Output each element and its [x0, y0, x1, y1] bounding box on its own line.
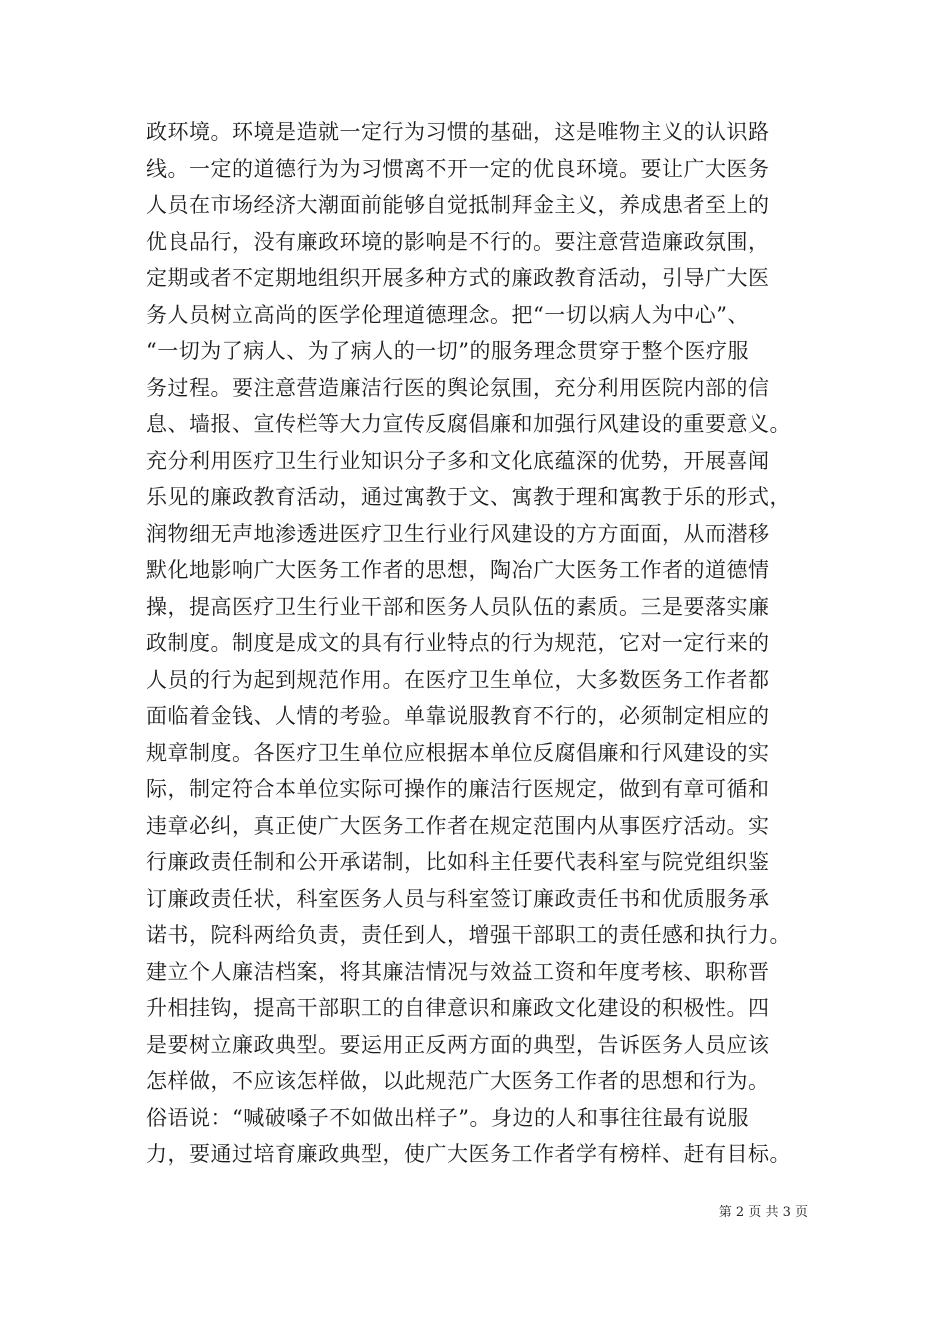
text-line: 充分利用医疗卫生行业知识分子多和文化底蕴深的优势，开展喜闻: [146, 448, 770, 473]
text-line: 操，提高医疗卫生行业干部和医务人员队伍的素质。三是要落实廉: [146, 594, 770, 619]
text-line: 优良品行，没有廉政环境的影响是不行的。要注意营造廉政氛围，: [146, 229, 770, 254]
text-line: 人员在市场经济大潮面前能够自觉抵制拜金主义，养成患者至上的: [146, 193, 770, 217]
text-line: 润物细无声地渗透进医疗卫生行业行风建设的方方面面，从而潜移: [146, 521, 770, 546]
text-line: 息、墙报、宣传栏等大力宣传反腐倡廉和加强行风建设的重要意义。: [146, 412, 791, 436]
body-paragraph: [146, 114, 826, 1173]
text-line: 政环境。环境是造就一定行为习惯的基础，这是唯物主义的认识路: [146, 120, 770, 144]
text-line: 默化地影响广大医务工作者的思想，陶冶广大医务工作者的道德情: [146, 558, 770, 582]
text-line: 升相挂钩，提高干部职工的自律意识和廉政文化建设的积极性。四: [146, 996, 770, 1020]
text-line: 是要树立廉政典型。要运用正反两方面的典型，告诉医务人员应该: [146, 1032, 770, 1057]
text-line: 务人员树立高尚的医学伦理道德理念。把“一切以病人为中心”、: [146, 302, 749, 327]
text-line: 线。一定的道德行为为习惯离不开一定的优良环境。要让广大医务: [146, 156, 770, 181]
text-line: “一切为了病人、为了病人的一切”的服务理念贯穿于整个医疗服: [146, 339, 749, 363]
text-line: 行廉政责任制和公开承诺制，比如科主任要代表科室与院党组织鉴: [146, 850, 770, 874]
page-number-footer: 第 2 页 共 3 页: [718, 1205, 808, 1220]
text-line: 面临着金钱、人情的考验。单靠说服教育不行的，必须制定相应的: [146, 704, 770, 728]
text-line: 人员的行为起到规范作用。在医疗卫生单位，大多数医务工作者都: [146, 667, 770, 692]
text-line: 规章制度。各医疗卫生单位应根据本单位反腐倡廉和行风建设的实: [146, 740, 770, 765]
text-line: 订廉政责任状，科室医务人员与科室签订廉政责任书和优质服务承: [146, 886, 770, 911]
text-line: 乐见的廉政教育活动，通过寓教于文、寓教于理和寓教于乐的形式，: [146, 485, 791, 509]
text-line: 政制度。制度是成文的具有行业特点的行为规范，它对一定行来的: [146, 631, 770, 655]
text-line: 定期或者不定期地组织开展多种方式的廉政教育活动，引导广大医: [146, 266, 770, 290]
text-line: 违章必纠，真正使广大医务工作者在规定范围内从事医疗活动。实: [146, 813, 770, 838]
text-line: 怎样做，不应该怎样做，以此规范广大医务工作者的思想和行为。: [146, 1069, 770, 1093]
text-line: 务过程。要注意营造廉洁行医的舆论氛围，充分利用医院内部的信: [146, 375, 770, 400]
text-line: 诺书，院科两给负责，责任到人，增强干部职工的责任感和执行力。: [146, 923, 791, 947]
text-line: 力，要通过培育廉政典型，使广大医务工作者学有榜样、赶有目标。: [146, 1142, 791, 1166]
text-line: 俗语说：“喊破嗓子不如做出样子”。身边的人和事往往最有说服: [146, 1105, 749, 1130]
text-line: 建立个人廉洁档案，将其廉洁情况与效益工资和年度考核、职称晋: [146, 959, 770, 984]
text-line: 际，制定符合本单位实际可操作的廉洁行医规定，做到有章可循和: [146, 777, 770, 801]
